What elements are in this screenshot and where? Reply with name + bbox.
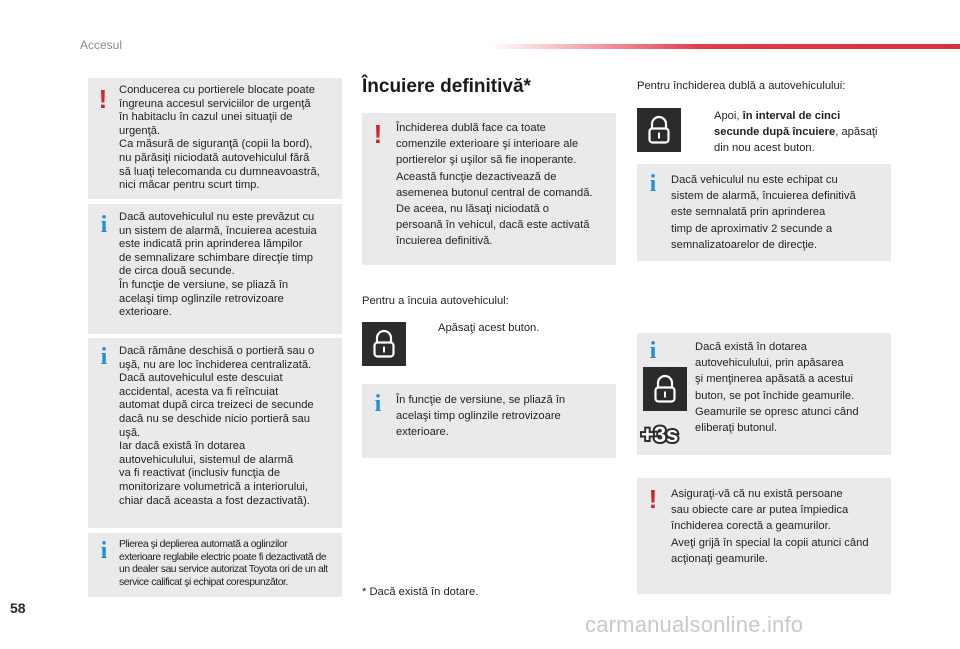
warning-icon: ! xyxy=(98,84,108,114)
info-text: Plierea şi deplierea automată a oglinzilor exterioare reglabile electric poate fi dezactivată de un dealer sau service autorizat Toyota ori de un alt service calificat şi echipat corespunzător. xyxy=(119,539,328,588)
hold-3s-icon xyxy=(640,416,684,448)
info-icon: i xyxy=(374,391,382,417)
deadlock-step-text xyxy=(714,108,878,156)
warning-icon: ! xyxy=(373,119,383,149)
deadlock-intro-text: Pentru închiderea dublă a autovehiculului: xyxy=(637,80,846,92)
warning-text: Asiguraţi-vă că nu există persoane sau obiecte care ar putea împiedica închiderea corectă a geamurilor. Aveţi grijă în special la copii atunci când acţionaţi geamurile. xyxy=(671,488,869,565)
lock-step-text: Apăsaţi acest buton. xyxy=(438,322,540,334)
warning-box-windows xyxy=(637,478,891,594)
info-text: Dacă există în dotarea autovehiculului, prin apăsarea şi menţinerea apăsată a acestui buton, se pot închide geamurile. Geamurile se opresc atunci când eliberaţi butonul. xyxy=(695,341,859,435)
info-text: Dacă autovehiculul nu este prevăzut cu un sistem de alarmă, încuierea acestuia este indicată prin aprinderea lămpilor de semnalizare schimbare direcţie timp de circa două secunde. În funcţie de versiune, se pliază în acelaşi timp oglinzile retrovizoare exterioare. xyxy=(119,211,317,319)
info-text: În funcţie de versiune, se pliază în acelaşi timp oglinzile retrovizoare exterioare. xyxy=(396,394,566,438)
info-box-mirror-folding xyxy=(88,533,342,597)
info-box-lock-signal xyxy=(88,204,342,334)
lock-button-icon xyxy=(643,367,687,411)
footnote: * Dacă există în dotare. xyxy=(362,586,479,598)
warning-box-deadlock xyxy=(362,113,616,265)
info-icon: i xyxy=(100,344,108,370)
warning-box-doors-locked xyxy=(88,78,342,199)
lock-intro-text: Pentru a încuia autovehiculul: xyxy=(362,295,509,307)
warning-text: Conducerea cu portierele blocate poate îngreuna accesul serviciilor de urgenţă în habitaclu în cazul unei situaţii de urgenţă. Ca măsură de siguranţă (copii la bord), nu părăsiţi niciodată autovehiculul fără să luaţi telecomanda cu dumneavoastră, nici măcar pentru scurt timp. xyxy=(119,84,320,192)
info-text: Dacă vehiculul nu este echipat cu sistem de alarmă, încuierea definitivă este semnalată prin aprinderea timp de aproximativ 2 secunde a semnalizatoarelor de direcţie. xyxy=(671,174,856,251)
warning-text: Închiderea dublă face ca toate comenzile exterioare şi interioare ale portierelor şi uşilor să fie inoperante. Această funcţie dezactivează de asemenea butonul central de comandă. De aceea, nu lăsaţi niciodată o persoană în vehicul, dacă este activată încuierea definitivă. xyxy=(396,122,593,248)
warning-icon: ! xyxy=(648,484,658,514)
info-icon: i xyxy=(100,538,108,564)
info-text: Dacă rămâne deschisă o portieră sau o uşă, nu are loc închiderea centralizată. Dacă autovehiculul este descuiat accidental, acesta va fi reîncuiat automat după circa treizeci de secunde dacă nu se deschide nicio portieră sau uşă. Iar dacă există în dotarea autovehiculului, sistemul de alarmă va fi reactivat (inclusiv funcţia de monitorizare volumetrică a interiorului, chiar dacă aceasta a fost dezactivată). xyxy=(119,345,315,507)
hold-3s-label: +3s xyxy=(641,422,679,447)
info-icon: i xyxy=(649,338,657,364)
lock-button-icon xyxy=(362,322,406,366)
info-box-no-alarm xyxy=(637,164,891,261)
section-title: Încuiere definitivă* xyxy=(362,76,531,97)
header-title: Accesul xyxy=(80,38,123,52)
watermark: carmanualsonline.info xyxy=(585,612,804,637)
info-icon: i xyxy=(100,212,108,238)
deadlock-step-suffix: , apăsaţi din nou acest buton. xyxy=(714,126,878,154)
header-accent-bar xyxy=(490,44,960,49)
info-box-door-open xyxy=(88,338,342,528)
deadlock-step-prefix: Apoi, xyxy=(714,110,743,122)
page-number: 58 xyxy=(10,600,26,616)
lock-button-icon xyxy=(637,108,681,152)
deadlock-step-bold: în interval de cinci secunde după încuiere xyxy=(714,110,841,138)
info-box-mirrors xyxy=(362,384,616,458)
info-icon: i xyxy=(649,171,657,197)
